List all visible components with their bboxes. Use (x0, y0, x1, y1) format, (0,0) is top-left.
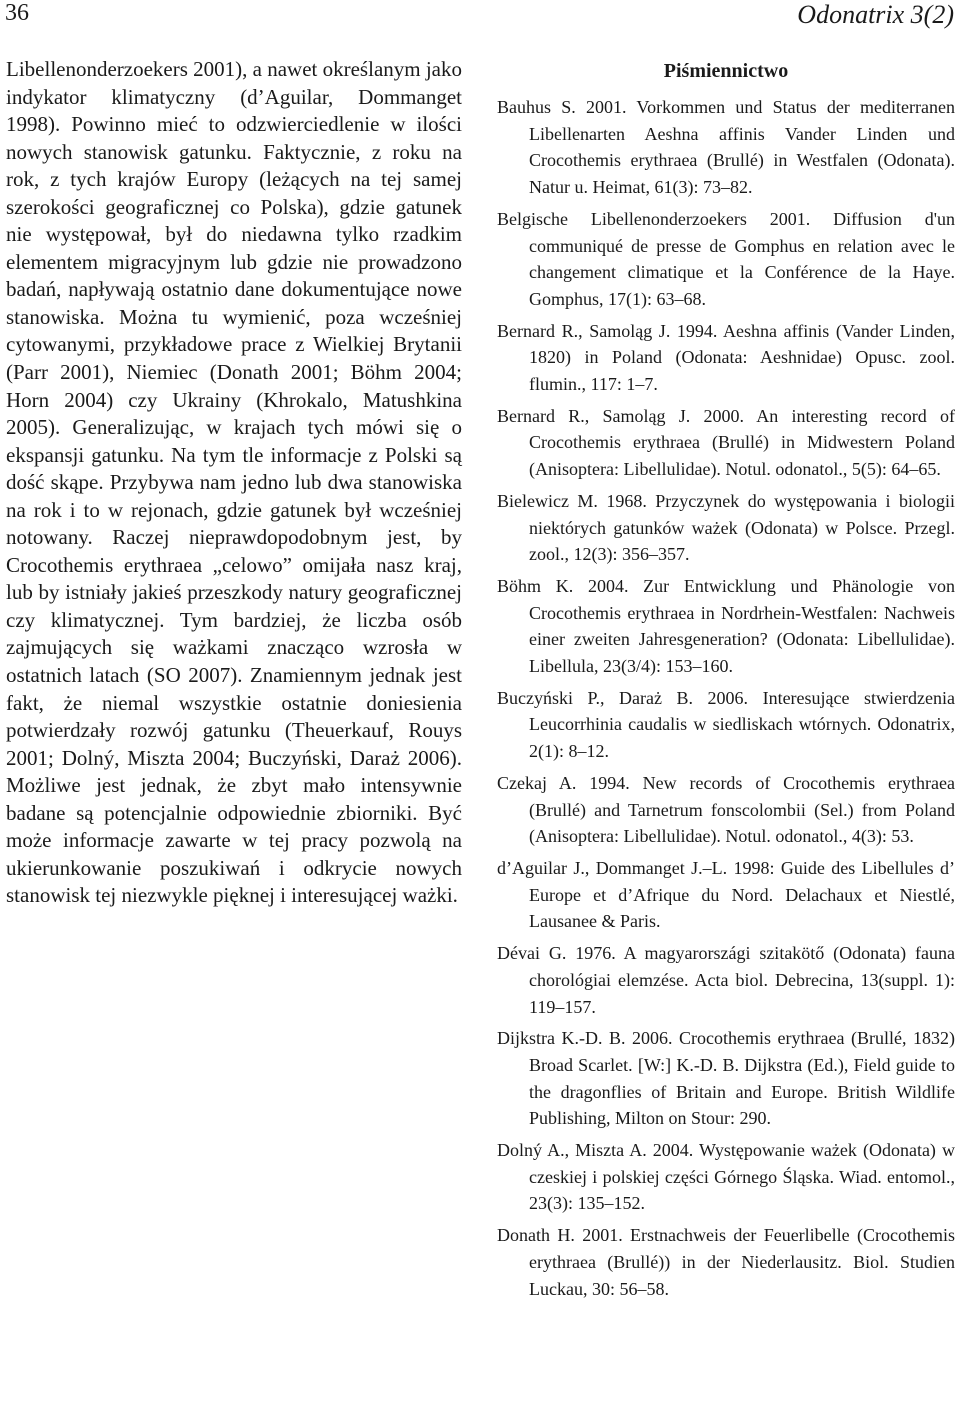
reference-item: Dijkstra K.-D. B. 2006. Crocothemis erythraea (Brullé, 1832) Broad Scarlet. [W:] K.-D. B. Dijkstra (Ed.), Field guide to the dragonflies of Britain and Europe. British Wildlife Publishing, Milton on Stour: 290. (497, 1028, 955, 1129)
body-paragraph: Libellenonderzoekers 2001), a nawet określanym jako indykator klimatyczny (d’Aguilar, Dommanget 1998). Powinno mieć to odzwierciedlenie w ilości nowych stanowisk gatunku. Faktycznie, z roku na rok, z tych krajów Europy (leżących na tej samej szerokości geograficznej co Polska), gdzie gatunek nie występował, był do niedawna tylko rzadkim elementem migracyjnym lub gdzie nie prowadzono badań, napływają ostatnio dane dokumentujące nowe stanowiska. Można tu wymienić, poza wcześniej cytowanymi, przykładowe prace z Wielkiej Brytanii (Parr 2001), Niemiec (Donath 2001; Böhm 2004; Horn 2004) czy Ukrainy (Khrokalo, Matushkina 2005). Generalizując, w krajach tych mówi się o ekspansji gatunku. Na tym tle informacje z Polski są dość skąpe. Przybywa nam jedno lub dwa stanowiska na rok i to w rejonach, gdzie gatunek był wcześniej notowany. Raczej nieprawdopodobnym jest, by Crocothemis erythraea „celowo” omijała nasz kraj, lub by istniały jakieś przeszkody natury geograficznej czy klimatycznej. Tym bardziej, że liczba osób zajmujących się ważkami znacząco wzrosła w ostatnich latach (SO 2007). Znamiennym jednak jest fakt, że niemal wszystkie ostatnie doniesienia potwierdzały rozwój gatunku (Theuerkauf, Rouys 2001; Dolný, Miszta 2004; Buczyński, Daraż 2006). Możliwe jest jednak, że zbyt mało intensywnie badane są potencjalnie odpowiednie zbiorniki. Być może informacje zawarte w tej pracy pozwolą na ukierunkowanie poszukiwań i odkrycie nowych stanowisk tej niezwykle pięknej i interesującej ważki. (6, 57, 463, 908)
reference-item: Czekaj A. 1994. New records of Crocothemis erythraea (Brullé) and Tarnetrum fonscolombii (Sel.) from Poland (Anisoptera: Libellulidae). Notul. odonatol., 4(3): 53. (497, 772, 955, 847)
reference-item: Bernard R., Samoląg J. 2000. An interesting record of Crocothemis erythraea (Brullé) in Midwestern Poland (Anisoptera: Libellulidae). Notul. odonatol., 5(5): 64–65. (497, 405, 955, 480)
reference-item: Dévai G. 1976. A magyarországi szitakötő (Odonata) fauna chorológiai elemzése. Acta biol. Debrecina, 13(suppl. 1): 119–157. (497, 943, 955, 1017)
references-heading: Piśmiennictwo (663, 60, 789, 82)
reference-item: Bielewicz M. 1968. Przyczynek do występowania i biologii niektórych gatunków ważek (Odonata) w Polsce. Przegl. zool., 12(3): 356–357. (497, 490, 955, 565)
reference-item: Bauhus S. 2001. Vorkommen und Status der mediterranen Libellenarten Aeshna affinis Vander Linden und Crocothemis erythraea (Brullé) in Westfalen (Odonata). Natur u. Heimat, 61(3): 73–82. (497, 97, 955, 198)
references-column (497, 60, 955, 1307)
journal-title: Odonatrix 3(2) (797, 0, 954, 29)
page-number: 36 (5, 0, 29, 26)
reference-item: Donath H. 2001. Erstnachweis der Feuerlibelle (Crocothemis erythraea (Brullé)) in der Niederlausitz. Biol. Studien Luckau, 30: 56–58. (497, 1225, 955, 1299)
reference-item: Buczyński P., Daraż B. 2006. Interesujące stwierdzenia Leucorrhinia caudalis w siedliskach wtórnych. Odonatrix, 2(1): 8–12. (497, 687, 955, 762)
reference-item: Belgische Libellenonderzoekers 2001. Diffusion d'un communiqué de presse de Gomphus en relation avec le changement climatique et la Conférence de la Haye. Gomphus, 17(1): 63–68. (497, 208, 955, 309)
reference-item: Dolný A., Miszta A. 2004. Występowanie ważek (Odonata) w czeskiej i polskiej części Górnego Śląska. Wiad. entomol., 23(3): 135–152. (497, 1140, 955, 1214)
reference-item: Bernard R., Samoląg J. 1994. Aeshna affinis (Vander Linden, 1820) in Poland (Odonata: Aeshnidae) Opusc. zool. flumin., 117: 1–7. (497, 320, 955, 395)
reference-item: d’Aguilar J., Dommanget J.–L. 1998: Guide des Libellules d’ Europe et d’Afrique du Nord. Delachaux et Niestlé, Lausanee & Paris. (497, 857, 955, 932)
page-header (0, 0, 960, 34)
reference-item: Böhm K. 2004. Zur Entwicklung und Phänologie von Crocothemis erythraea in Nordrhein-Westfalen: Nachweis einer zweiten Jahresgeneration? (Odonata: Libellulidae). Libellula, 23(3/4): 153–160. (497, 575, 955, 677)
body-text-column (6, 56, 462, 910)
